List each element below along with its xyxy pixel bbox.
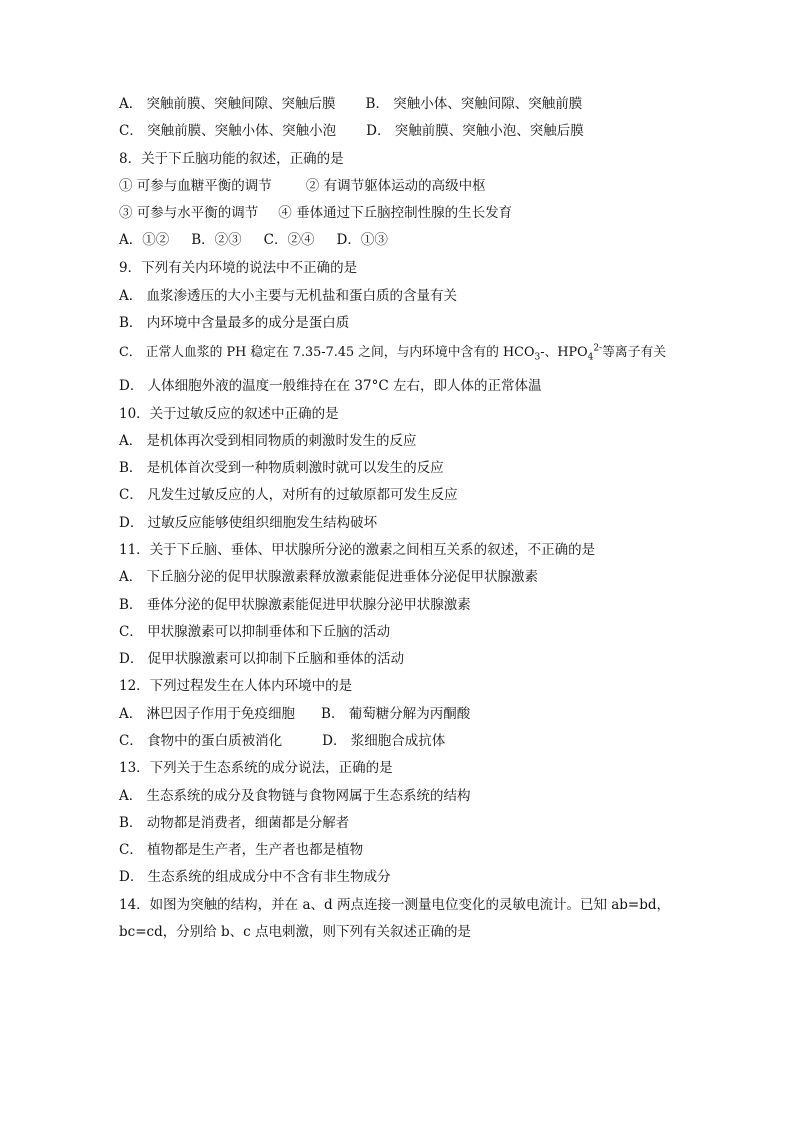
q7-option-row-1 [119, 95, 582, 113]
q8-statement-4: ④ 垂体通过下丘脑控制性腺的生长发育 [278, 205, 513, 221]
q8-statement-row-2 [119, 204, 512, 222]
q12-option-a: A． 淋巴因子作用于免疫细胞 [119, 706, 296, 722]
q8-option-d: D．①③ [336, 232, 388, 248]
q8-statement-3: ③ 可参与水平衡的调节 [119, 205, 259, 221]
q9-option-b: B． 内环境中含量最多的成分是蛋白质 [119, 315, 350, 331]
q11-option-c: C． 甲状腺激素可以抑制垂体和下丘脑的活动 [119, 624, 391, 640]
q14-stem-line-1: 14．如图为突触的结构，并在 a、d 两点连接一测量电位变化的灵敏电流计。已知 ab=bd， [119, 897, 671, 913]
q7-option-a: A． 突触前膜、突触间隙、突触后膜 [119, 96, 336, 112]
q7-option-c: C． 突触前膜、突触小体、突触小泡 [119, 123, 337, 139]
q8-option-row [119, 231, 388, 249]
q12-stem: 12．下列过程发生在人体内环境中的是 [119, 678, 353, 694]
q9-option-d: D． 人体细胞外液的温度一般维持在在 37°C 左右，即人体的正常体温 [119, 378, 542, 394]
q10-option-b: B． 是机体首次受到一种物质刺激时就可以发生的反应 [119, 460, 444, 476]
q13-option-a: A． 生态系统的成分及食物链与食物网属于生态系统的结构 [119, 788, 471, 804]
q10-option-a: A． 是机体再次受到相同物质的刺激时发生的反应 [119, 433, 417, 449]
q10-option-c: C． 凡发生过敏反应的人，对所有的过敏原都可发生反应 [119, 487, 458, 503]
q8-option-b: B．②③ [191, 232, 242, 248]
q13-option-c: C． 植物都是生产者，生产者也都是植物 [119, 842, 364, 858]
q12-option-d: D． 浆细胞合成抗体 [322, 733, 446, 749]
q9-option-c [119, 344, 666, 362]
q11-option-a: A． 下丘脑分泌的促甲状腺激素释放激素能促进垂体分泌促甲状腺激素 [119, 569, 539, 585]
q9-stem: 9．下列有关内环境的说法中不正确的是 [119, 260, 358, 276]
q9-c-post: 等离子有关 [602, 345, 667, 360]
q10-stem: 10．关于过敏反应的叙述中正确的是 [119, 406, 339, 422]
q12-option-row-1 [119, 705, 470, 723]
q12-option-row-2 [119, 732, 445, 750]
q11-option-b: B． 垂体分泌的促甲状腺激素能促进甲状腺分泌甲状腺激素 [119, 597, 471, 613]
q9-c-mid: -、HPO [540, 345, 588, 360]
q13-option-d: D． 生态系统的组成成分中不含有非生物成分 [119, 869, 391, 885]
q8-option-c: C．②④ [263, 232, 315, 248]
q13-option-b: B． 动物都是消费者，细菌都是分解者 [119, 815, 350, 831]
q9-c-sub-3: 3 [534, 352, 541, 363]
q8-option-a: A．①② [119, 232, 170, 248]
q13-stem: 13．下列关于生态系统的成分说法，正确的是 [119, 760, 393, 776]
q7-option-b: B． 突触小体、突触间隙、突触前膜 [365, 96, 583, 112]
q12-option-b: B． 葡萄糖分解为丙酮酸 [321, 706, 471, 722]
q7-option-row-2 [119, 122, 584, 140]
q14-stem-line-2: bc=cd，分别给 b、c 点电刺激，则下列有关叙述正确的是 [119, 924, 472, 940]
q8-statement-row-1 [119, 177, 486, 195]
q11-option-d: D． 促甲状腺激素可以抑制下丘脑和垂体的活动 [119, 651, 405, 667]
q9-c-sup-2minus: 2- [593, 343, 603, 354]
q11-stem: 11．关于下丘脑、垂体、甲状腺所分泌的激素之间相互关系的叙述，不正确的是 [119, 542, 596, 558]
q9-option-a: A． 血浆渗透压的大小主要与无机盐和蛋白质的含量有关 [119, 288, 458, 304]
q8-statement-2: ② 有调节躯体运动的高级中枢 [305, 178, 486, 194]
q9-c-sub-4: 4 [587, 352, 594, 363]
q8-statement-1: ① 可参与血糖平衡的调节 [119, 178, 272, 194]
q9-option-c-text: C． 正常人血浆的 PH 稳定在 7.35-7.45 之间，与内环境中含有的 HCO [119, 345, 535, 360]
q12-option-c: C． 食物中的蛋白质被消化 [119, 733, 283, 749]
q10-option-d: D． 过敏反应能够使组织细胞发生结构破坏 [119, 515, 378, 531]
q8-stem: 8．关于下丘脑功能的叙述，正确的是 [119, 151, 344, 167]
q7-option-d: D． 突触前膜、突触小泡、突触后膜 [366, 123, 584, 139]
